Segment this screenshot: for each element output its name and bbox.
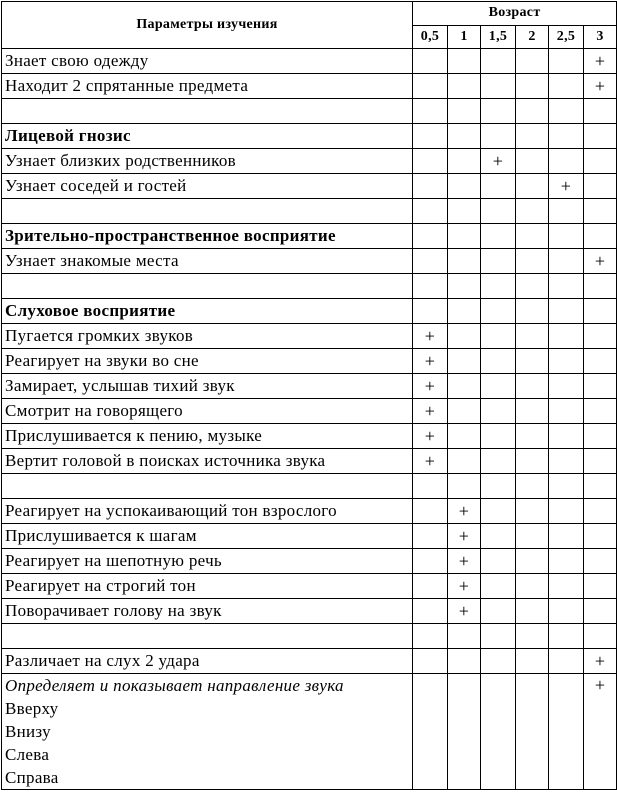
table-row: [2, 424, 617, 449]
mark-cell: [413, 574, 448, 599]
mark-cell: [413, 49, 448, 74]
row-label: Прислушивается к пению, музыке: [2, 424, 413, 449]
direction-up: Вверху: [5, 699, 59, 718]
mark-cell: [549, 299, 584, 324]
mark-cell: [481, 499, 516, 524]
mark-cell: [481, 399, 516, 424]
table-row: [2, 174, 617, 199]
mark-cell: [584, 374, 617, 399]
mark-cell: [584, 524, 617, 549]
mark-cell: [413, 549, 448, 574]
mark-cell: [584, 174, 617, 199]
mark-cell: [549, 149, 584, 174]
mark-cell: [413, 224, 448, 249]
mark-cell: [549, 74, 584, 99]
mark-cell: [481, 599, 516, 624]
mark-cell-plus: +: [584, 674, 617, 790]
table-row: [2, 149, 617, 174]
mark-cell: [549, 124, 584, 149]
blank-row: [2, 474, 617, 499]
row-label: Узнает соседей и гостей: [2, 174, 413, 199]
mark-cell: [549, 399, 584, 424]
mark-cell-plus: +: [448, 599, 481, 624]
mark-cell: [448, 249, 481, 274]
mark-cell: [448, 374, 481, 399]
blank-row: [2, 99, 617, 124]
mark-cell: [481, 224, 516, 249]
row-label: [2, 474, 413, 499]
mark-cell: [584, 299, 617, 324]
mark-cell-plus: +: [584, 649, 617, 674]
mark-cell: [481, 249, 516, 274]
mark-cell: [481, 374, 516, 399]
mark-cell-plus: +: [448, 549, 481, 574]
mark-cell: [481, 524, 516, 549]
mark-cell: [448, 174, 481, 199]
mark-cell: [481, 474, 516, 499]
mark-cell: [584, 624, 617, 649]
mark-cell-plus: +: [448, 499, 481, 524]
mark-cell: [549, 624, 584, 649]
row-label: Вертит головой в поисках источника звука: [2, 449, 413, 474]
direction-cell: [2, 674, 413, 790]
mark-cell: [481, 99, 516, 124]
mark-cell: [549, 499, 584, 524]
mark-cell: [516, 349, 549, 374]
mark-cell: [584, 399, 617, 424]
direction-left: Слева: [5, 745, 50, 764]
mark-cell: [516, 99, 549, 124]
section-row: [2, 124, 617, 149]
mark-cell: [516, 199, 549, 224]
section-title: Зрительно-пространственное восприятие: [2, 224, 413, 249]
mark-cell: [516, 324, 549, 349]
row-label: Смотрит на говорящего: [2, 399, 413, 424]
mark-cell: [481, 49, 516, 74]
mark-cell: [549, 649, 584, 674]
table-body: [2, 49, 617, 674]
mark-cell-plus: +: [448, 574, 481, 599]
mark-cell-plus: +: [413, 349, 448, 374]
mark-cell: [413, 199, 448, 224]
row-label: [2, 99, 413, 124]
mark-cell: [448, 299, 481, 324]
table-row: [2, 49, 617, 74]
row-label: [2, 199, 413, 224]
row-label: Замирает, услышав тихий звук: [2, 374, 413, 399]
mark-cell: [481, 124, 516, 149]
mark-cell: [516, 499, 549, 524]
mark-cell: [516, 399, 549, 424]
mark-cell: [481, 199, 516, 224]
direction-down: Внизу: [5, 722, 51, 741]
row-label: Поворачивает голову на звук: [2, 599, 413, 624]
mark-cell: [584, 274, 617, 299]
mark-cell: [549, 574, 584, 599]
mark-cell: [516, 149, 549, 174]
table-row: [2, 499, 617, 524]
mark-cell: [516, 674, 549, 790]
mark-cell: [481, 649, 516, 674]
mark-cell: [481, 349, 516, 374]
row-label: Знает свою одежду: [2, 49, 413, 74]
mark-cell: [549, 674, 584, 790]
age-col-1-5: 1,5: [481, 25, 516, 49]
mark-cell: [481, 324, 516, 349]
mark-cell: [584, 574, 617, 599]
mark-cell: [448, 399, 481, 424]
mark-cell: [448, 424, 481, 449]
table-row: [2, 524, 617, 549]
mark-cell: [448, 49, 481, 74]
table-row: [2, 249, 617, 274]
mark-cell: [516, 374, 549, 399]
mark-cell: [413, 149, 448, 174]
mark-cell: [549, 199, 584, 224]
table-row: [2, 399, 617, 424]
mark-cell: [549, 524, 584, 549]
mark-cell: [413, 74, 448, 99]
mark-cell: [516, 299, 549, 324]
mark-cell: [584, 474, 617, 499]
mark-cell: [516, 524, 549, 549]
mark-cell: [516, 624, 549, 649]
mark-cell: [549, 424, 584, 449]
mark-cell: [549, 599, 584, 624]
mark-cell: [448, 199, 481, 224]
row-label: Прислушивается к шагам: [2, 524, 413, 549]
mark-cell-plus: +: [413, 374, 448, 399]
mark-cell: [584, 99, 617, 124]
mark-cell-plus: +: [481, 149, 516, 174]
table-row: [2, 549, 617, 574]
assessment-table: [1, 1, 617, 790]
mark-cell: [549, 224, 584, 249]
mark-cell-plus: +: [448, 524, 481, 549]
mark-cell: [481, 624, 516, 649]
row-label: Реагирует на строгий тон: [2, 574, 413, 599]
age-col-1: 1: [448, 25, 481, 49]
section-title: Лицевой гнозис: [2, 124, 413, 149]
mark-cell: [516, 449, 549, 474]
row-label: Реагирует на звуки во сне: [2, 349, 413, 374]
mark-cell: [481, 74, 516, 99]
direction-right: Справа: [5, 768, 59, 787]
mark-cell-plus: +: [413, 399, 448, 424]
mark-cell: [549, 324, 584, 349]
mark-cell: [516, 174, 549, 199]
direction-title: Определяет и показывает направление звука: [5, 676, 344, 695]
mark-cell: [448, 474, 481, 499]
mark-cell: [413, 599, 448, 624]
mark-cell: [481, 274, 516, 299]
row-label: Пугается громких звуков: [2, 324, 413, 349]
mark-cell: [584, 499, 617, 524]
mark-cell: [549, 449, 584, 474]
mark-cell: [516, 124, 549, 149]
mark-cell: [448, 449, 481, 474]
mark-cell: [448, 624, 481, 649]
mark-cell: [413, 99, 448, 124]
age-col-2-5: 2,5: [549, 25, 584, 49]
mark-cell-plus: +: [584, 49, 617, 74]
mark-cell: [549, 274, 584, 299]
mark-cell: [584, 424, 617, 449]
mark-cell: [516, 574, 549, 599]
row-label: Различает на слух 2 удара: [2, 649, 413, 674]
mark-cell: [516, 274, 549, 299]
mark-cell: [448, 124, 481, 149]
age-col-2: 2: [516, 25, 549, 49]
mark-cell: [516, 249, 549, 274]
row-label: Находит 2 спрятанные предмета: [2, 74, 413, 99]
blank-row: [2, 274, 617, 299]
mark-cell: [481, 424, 516, 449]
table-row: [2, 374, 617, 399]
mark-cell: [413, 674, 448, 790]
mark-cell: [481, 449, 516, 474]
mark-cell: [413, 499, 448, 524]
mark-cell: [413, 649, 448, 674]
mark-cell: [481, 574, 516, 599]
mark-cell: [413, 474, 448, 499]
mark-cell: [584, 549, 617, 574]
mark-cell: [549, 374, 584, 399]
mark-cell: [549, 349, 584, 374]
age-col-3: 3: [584, 25, 617, 49]
mark-cell: [584, 324, 617, 349]
mark-cell: [549, 99, 584, 124]
table-row: [2, 349, 617, 374]
blank-row: [2, 199, 617, 224]
mark-cell-plus: +: [413, 449, 448, 474]
mark-cell: [413, 524, 448, 549]
row-label: [2, 624, 413, 649]
table-row: [2, 599, 617, 624]
mark-cell: [516, 424, 549, 449]
mark-cell: [584, 199, 617, 224]
table-row: [2, 324, 617, 349]
params-header: Параметры изучения: [2, 2, 413, 49]
mark-cell: [516, 224, 549, 249]
mark-cell: [448, 649, 481, 674]
age-col-0-5: 0,5: [413, 25, 448, 49]
table-row: [2, 74, 617, 99]
mark-cell-plus: +: [413, 324, 448, 349]
mark-cell: [413, 274, 448, 299]
mark-cell: [481, 674, 516, 790]
mark-cell: [584, 599, 617, 624]
table-row: [2, 574, 617, 599]
mark-cell: [448, 674, 481, 790]
mark-cell: [413, 174, 448, 199]
mark-cell: [448, 274, 481, 299]
mark-cell: [584, 349, 617, 374]
mark-cell: [481, 549, 516, 574]
mark-cell: [584, 449, 617, 474]
mark-cell: [481, 174, 516, 199]
row-label: Реагирует на успокаивающий тон взрослого: [2, 499, 413, 524]
section-row: [2, 224, 617, 249]
mark-cell: [516, 649, 549, 674]
row-label: [2, 274, 413, 299]
mark-cell: [448, 349, 481, 374]
table-row-last: [2, 674, 617, 790]
mark-cell: [448, 324, 481, 349]
section-row: [2, 299, 617, 324]
mark-cell: [516, 549, 549, 574]
section-title: Слуховое восприятие: [2, 299, 413, 324]
mark-cell: [516, 74, 549, 99]
mark-cell: [413, 249, 448, 274]
row-label: Узнает знакомые места: [2, 249, 413, 274]
table-row: [2, 649, 617, 674]
mark-cell-plus: +: [549, 174, 584, 199]
mark-cell: [516, 49, 549, 74]
mark-cell: [584, 124, 617, 149]
mark-cell: [448, 224, 481, 249]
mark-cell: [549, 49, 584, 74]
mark-cell-plus: +: [584, 74, 617, 99]
age-header: Возраст: [413, 2, 617, 26]
mark-cell: [448, 74, 481, 99]
mark-cell: [413, 124, 448, 149]
mark-cell: [549, 474, 584, 499]
mark-cell-plus: +: [584, 249, 617, 274]
table-row: [2, 449, 617, 474]
mark-cell: [448, 99, 481, 124]
mark-cell-plus: +: [413, 424, 448, 449]
mark-cell: [481, 299, 516, 324]
mark-cell: [549, 549, 584, 574]
blank-row: [2, 624, 617, 649]
row-label: Реагирует на шепотную речь: [2, 549, 413, 574]
mark-cell: [584, 224, 617, 249]
mark-cell: [413, 624, 448, 649]
mark-cell: [549, 249, 584, 274]
mark-cell: [584, 149, 617, 174]
mark-cell: [448, 149, 481, 174]
mark-cell: [413, 299, 448, 324]
mark-cell: [516, 474, 549, 499]
row-label: Узнает близких родственников: [2, 149, 413, 174]
mark-cell: [516, 599, 549, 624]
